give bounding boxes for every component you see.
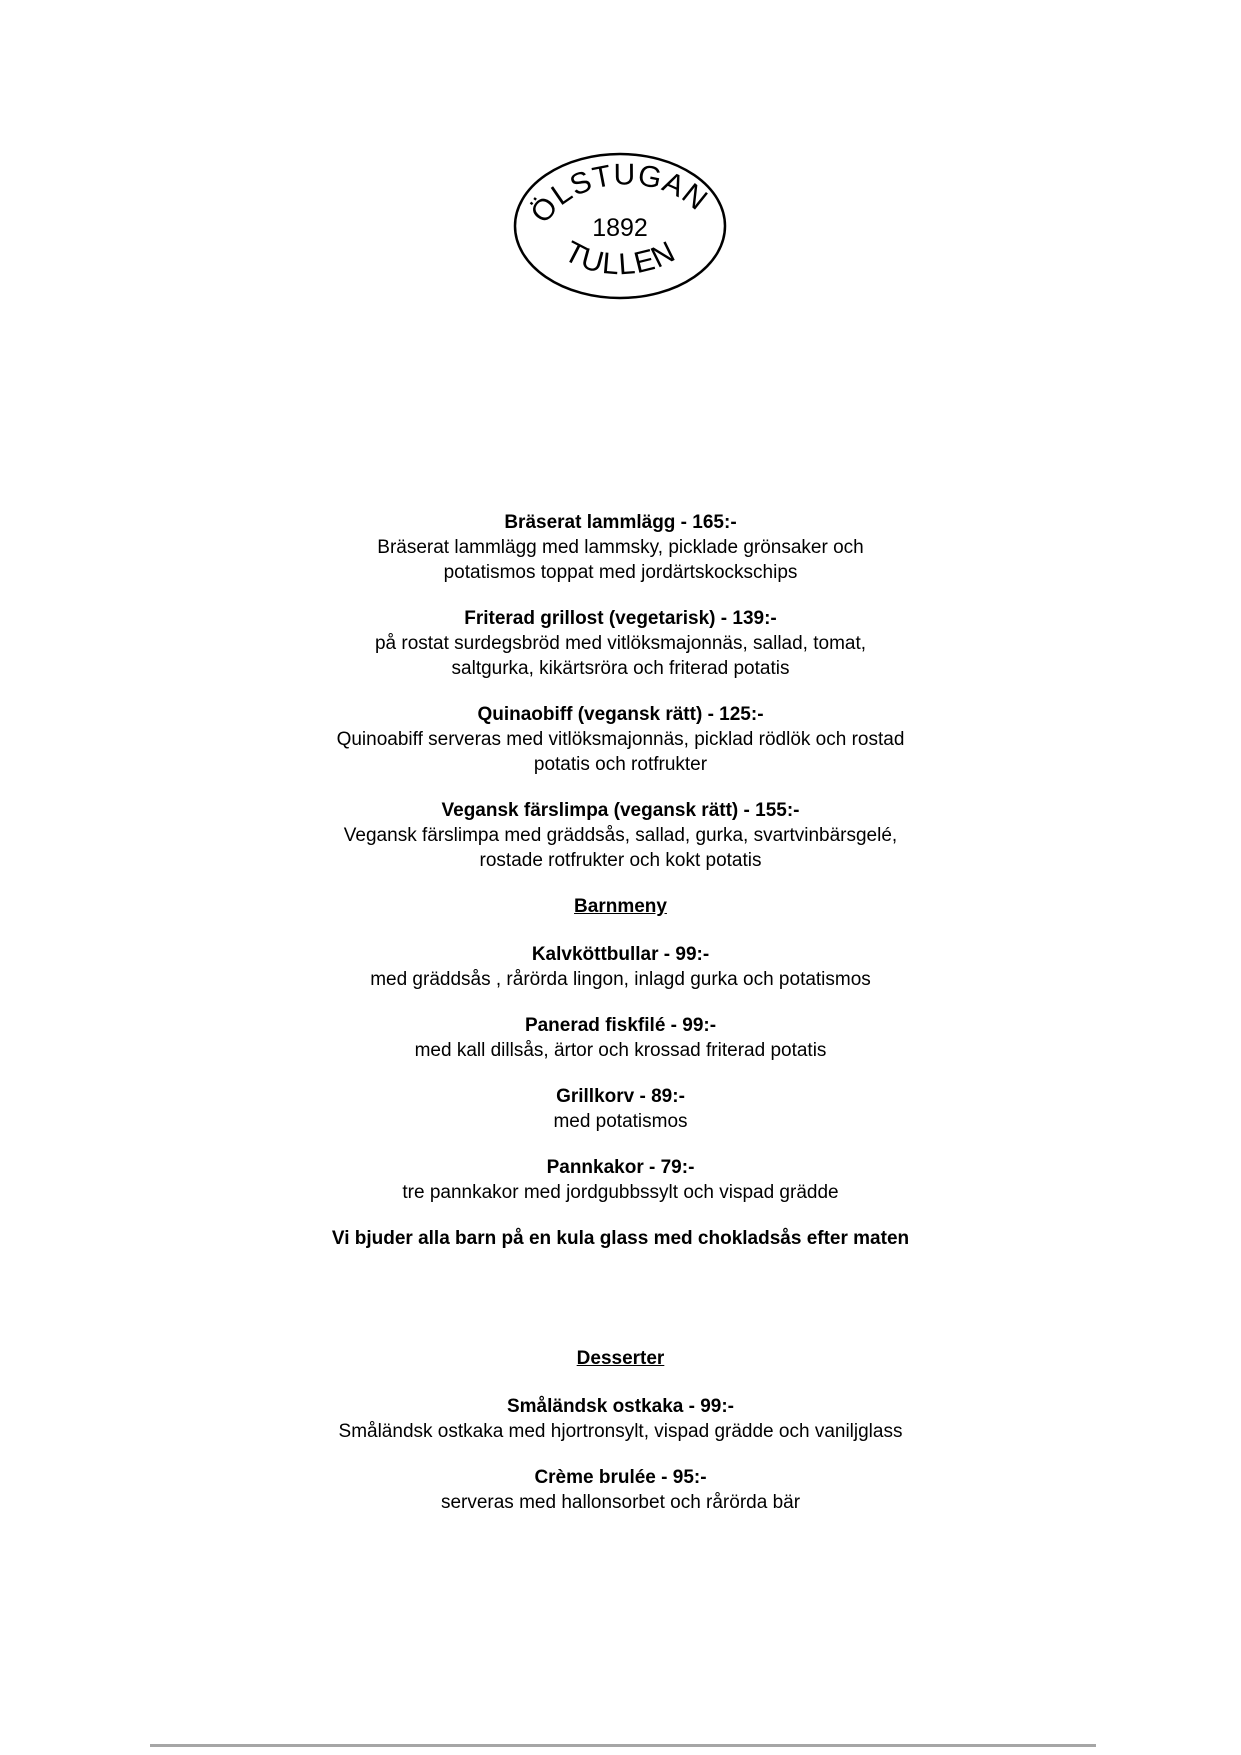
menu-item-desc-line: Småländsk ostkaka med hjortronsylt, vispad grädde och vaniljglass — [338, 1421, 903, 1442]
menu-item-desc-line: rostade rotfrukter och kokt potatis — [479, 850, 762, 871]
menu-item — [220, 799, 1021, 873]
menu-item — [220, 943, 1021, 992]
menu-item-title: Pannkakor - 79:- — [546, 1157, 695, 1178]
menu-item-desc-line: serveras med hallonsorbet och rårörda bär — [440, 1492, 801, 1513]
menu-item — [220, 511, 1021, 585]
menu-item — [220, 703, 1021, 777]
svg-text:TULLEN — [559, 235, 681, 281]
menu-item — [220, 607, 1021, 681]
menu-item — [220, 1014, 1021, 1063]
olstugan-logo-seal — [510, 150, 730, 302]
menu-item-title: Quinaobiff (vegansk rätt) - 125:- — [477, 704, 764, 725]
menu-item-desc-line: Quinoabiff serveras med vitlöksmajonnäs, picklad rödlök och rostad — [336, 729, 905, 750]
olstugan-logo — [510, 150, 730, 302]
menu-item — [220, 1466, 1021, 1515]
menu-item-title: Kalvköttbullar - 99:- — [531, 944, 710, 965]
menu-content — [220, 511, 1021, 1537]
menu-item-title: Crème brulée - 95:- — [534, 1467, 707, 1488]
menu-item-desc-line: saltgurka, kikärtsröra och friterad potatis — [451, 658, 790, 679]
menu-item-desc-line: Vegansk färslimpa med gräddsås, sallad, gurka, svartvinbärsgelé, — [343, 825, 898, 846]
kids-ice-cream-note: Vi bjuder alla barn på en kula glass med chokladsås efter maten — [331, 1228, 910, 1249]
section-heading-barnmeny: Barnmeny — [574, 896, 667, 917]
menu-item-desc-line: med gräddsås , rårörda lingon, inlagd gurka och potatismos — [370, 969, 871, 990]
menu-item-desc-line: potatismos toppat med jordärtskockschips — [443, 562, 798, 583]
menu-item — [220, 1085, 1021, 1134]
menu-item-desc-line: Bräserat lammlägg med lammsky, picklade grönsaker och — [377, 537, 864, 558]
menu-item-desc-line: på rostat surdegsbröd med vitlöksmajonnäs, sallad, tomat, — [374, 633, 867, 654]
footer-divider — [150, 1744, 1096, 1747]
menu-item — [220, 1395, 1021, 1444]
logo-year: 1892 — [592, 214, 648, 242]
menu-item-desc-line: potatis och rotfrukter — [533, 754, 708, 775]
menu-item-title: Småländsk ostkaka - 99:- — [506, 1396, 735, 1417]
menu-item-title: Friterad grillost (vegetarisk) - 139:- — [464, 608, 777, 629]
menu-item-desc-line: med kall dillsås, ärtor och krossad friterad potatis — [414, 1040, 827, 1061]
menu-item-title: Grillkorv - 89:- — [556, 1086, 685, 1107]
logo-top-text: ÖLSTUGAN — [524, 158, 714, 230]
menu-item-desc-line: med potatismos — [553, 1111, 688, 1132]
menu-item-desc-line: tre pannkakor med jordgubbssylt och vispad grädde — [402, 1182, 839, 1203]
logo-bottom-text: TULLEN — [559, 235, 681, 282]
menu-item-title: Bräserat lammlägg - 165:- — [504, 512, 737, 533]
menu-item — [220, 1156, 1021, 1205]
menu-item-title: Vegansk färslimpa (vegansk rätt) - 155:- — [441, 800, 800, 821]
menu-item-title: Panerad fiskfilé - 99:- — [524, 1015, 717, 1036]
section-heading-desserter: Desserter — [576, 1348, 665, 1369]
